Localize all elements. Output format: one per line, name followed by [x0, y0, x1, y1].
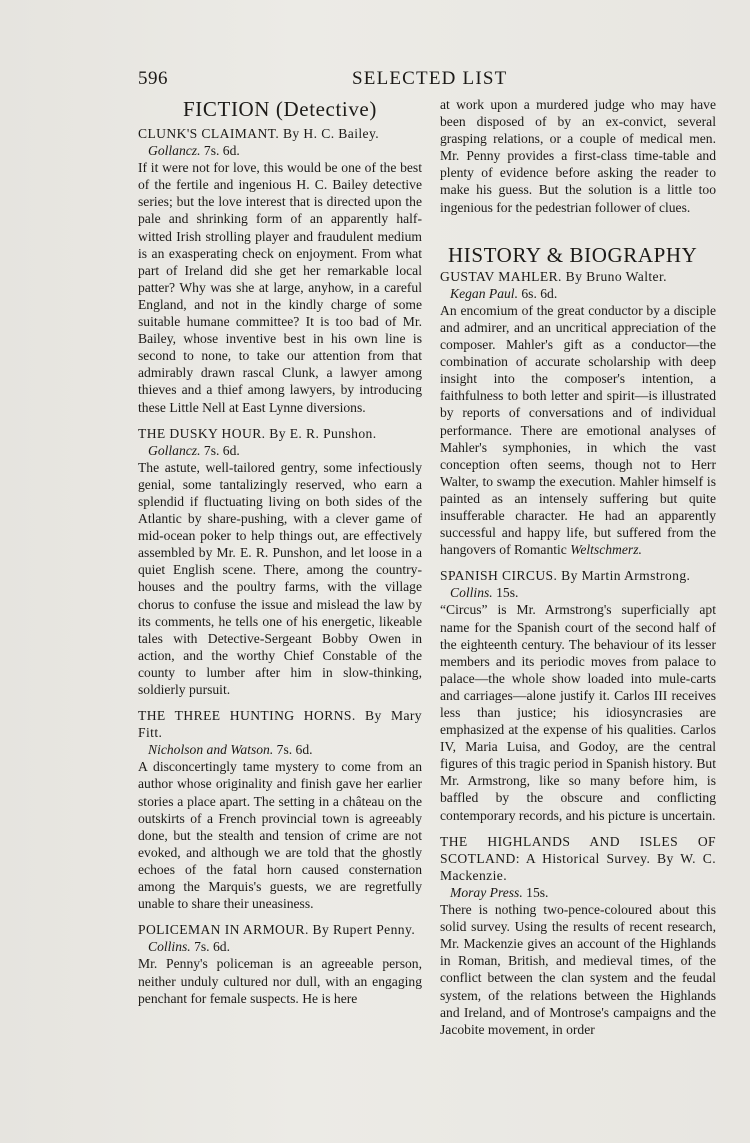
section-title-history: HISTORY & BIOGRAPHY [448, 242, 698, 267]
entry-price: 7s. 6d. [276, 742, 313, 758]
entry-review [440, 302, 716, 558]
review-entry [440, 268, 716, 559]
entry-heading: CLUNK'S CLAIMANT. By H. C. Bailey. [138, 126, 380, 141]
entry-publisher: Kegan Paul. [450, 285, 518, 301]
entry-publisher: Gollancz. [148, 442, 201, 458]
entry-publisher: Moray Press. [450, 884, 523, 900]
entry-publisher: Collins. [148, 939, 191, 955]
review-continuation: at work upon a murdered judge who may have been disposed of by an ex-convict, several grasping relations, or a couple of medical men. Mr. Penny provides a first-class time-table and plenty of evidence before asking the reader to make his guess. But the solution is a little too ingenious for the pedestrian follower of clues. [440, 97, 716, 215]
entry-review: If it were not for love, this would be one of the best of the fertile and ingenious H. C. Bailey detective series; but the love interest that is directed upon the pale and shrinking form of an apparently half-witted Irish strolling player and fraudulent medium is an exasperating check on enjoyment. From what part of Ireland did she get her remarkable local patter? Why was she at large, anyhow, in a careful England, and not in the kindly charge of some suitable humane committee? It is too bad of Mr. Bailey, whose inventive best in his own line is second to none, to take our attention from that admirably drawn rascal Clunk, a lawyer among thieves and a thief among lawyers, by introducing these Little Nell at East Lynne diversions. [138, 160, 422, 415]
review-entry [138, 921, 422, 1006]
running-title: SELECTED LIST [352, 68, 508, 89]
entry-publisher-line [440, 584, 716, 601]
entry-publisher-line [440, 884, 716, 901]
page-number: 596 [138, 68, 168, 89]
entry-heading: SPANISH CIRCUS. By Martin Armstrong. [440, 568, 691, 584]
entry-publisher: Nicholson and Watson. [148, 742, 274, 758]
review-entry [440, 833, 716, 1038]
entry-price: 7s. 6d. [203, 442, 240, 458]
entry-heading: THE DUSKY HOUR. By E. R. Punshon. [138, 425, 377, 441]
entry-price: 7s. 6d. [194, 939, 230, 955]
review-entry [138, 425, 422, 699]
entry-review-italic: Weltschmerz. [570, 542, 642, 558]
section-title-fiction: FICTION (Detective) [183, 97, 377, 121]
entry-price: 7s. 6d. [203, 143, 240, 159]
entry-review: Mr. Penny's policeman is an agreeable person, neither unduly cultured nor dull, with an engaging penchant for female suspects. He is here [138, 956, 422, 1006]
review-entry [138, 707, 422, 912]
entry-review: “Circus” is Mr. Armstrong's superficially apt name for the Spanish court of the second half of the eighteenth century. The behaviour of its lesser members and its periodic moves from palace to palace—the whole show loaded into mule-carts and carriages—alone justify it. Carlos III receives less than justice; his idiosyncrasies are emphasized at the expense of his qualities. Carlos IV, Maria Luisa, and Godoy, are the central figures of this tragic period in Spanish history. But Mr. Armstrong, like so many before him, is baffled by the obscure and conflicting contemporary records, and his picture is uncertain. [440, 602, 716, 823]
entry-price: 15s. [526, 884, 549, 900]
review-entry [138, 125, 422, 416]
entry-publisher-line [440, 285, 716, 302]
left-column [138, 94, 422, 1016]
entry-publisher-line [138, 442, 422, 459]
review-entry [440, 567, 716, 823]
entry-publisher: Gollancz. [148, 143, 201, 159]
right-column [440, 96, 716, 1047]
entry-heading: THE HIGHLANDS AND ISLES OF SCOTLAND: A Historical Survey. By W. C. Mackenzie. [440, 833, 716, 883]
entry-publisher-line [138, 741, 422, 758]
entry-publisher: Collins. [450, 585, 493, 601]
entry-price: 6s. 6d. [521, 285, 558, 301]
entry-heading: POLICEMAN IN ARMOUR. By Rupert Penny. [138, 922, 416, 938]
entry-review: There is nothing two-pence-coloured about this solid survey. Using the results of recent research, Mr. Mackenzie gives an account of the Highlands in Roman, British, and medieval times, of the conflict between the clan system and the feudal system, of the relations between the Highlands and Ireland, and of Montrose's campaigns and the Jacobite movement, in order [440, 902, 716, 1037]
entry-heading: GUSTAV MAHLER. By Bruno Walter. [440, 268, 667, 284]
entry-price: 15s. [496, 585, 519, 601]
entry-publisher-line [138, 938, 422, 955]
entry-review-text: An encomium of the great conductor by a disciple and admirer, and an uncritical appreciation of the composer. Mahler's gift as a conductor—the combination of accurate scholarship with deep insight into the composer's intention, a faithfulness to both letter and spirit—is illustrated by reports of conversations and of individual performance. There are emotional analyses of Mahler's symphonies, in which the vast conception often seems, though not to Herr Walter, to swamp the execution. Mahler himself is painted as an intensely suffering but quite insufferable character. He had an apparently successful and happy life, but suffered from the hangovers of Romantic [440, 302, 716, 558]
entry-review: A disconcertingly tame mystery to come from an author whose originality and finish gave her earlier stories a place apart. The setting in a château on the outskirts of a French provincial town is agreeably done, but the stealth and tension of crime are not evoked, and although we are told that the ghostly echoes of the fatal horn caused consternation among the Marquis's guests, we are regretfully unable to share their uneasiness. [138, 759, 422, 912]
entry-review: The astute, well-tailored gentry, some infectiously genial, some tantalizingly reserved, who earn a splendid if fluctuating living on both sides of the Atlantic by share-pushing, with a clever game of mid-ocean poker to help things out, are effectively assembled by Mr. E. R. Punshon, and let loose in a quiet English scene. There, among the country-houses and the poultry farms, with the village chorus to confuse the issue and mislead the law by its comments, he tells one of his energetic, likeable tales with Detective-Sergeant Bobby Owen in action, and the worthy Chief Constable of the county to lumber after him in slow-thinking, soldierly pursuit. [138, 459, 422, 697]
entry-heading: THE THREE HUNTING HORNS. By Mary Fitt. [138, 708, 422, 741]
entry-publisher-line [138, 142, 422, 159]
